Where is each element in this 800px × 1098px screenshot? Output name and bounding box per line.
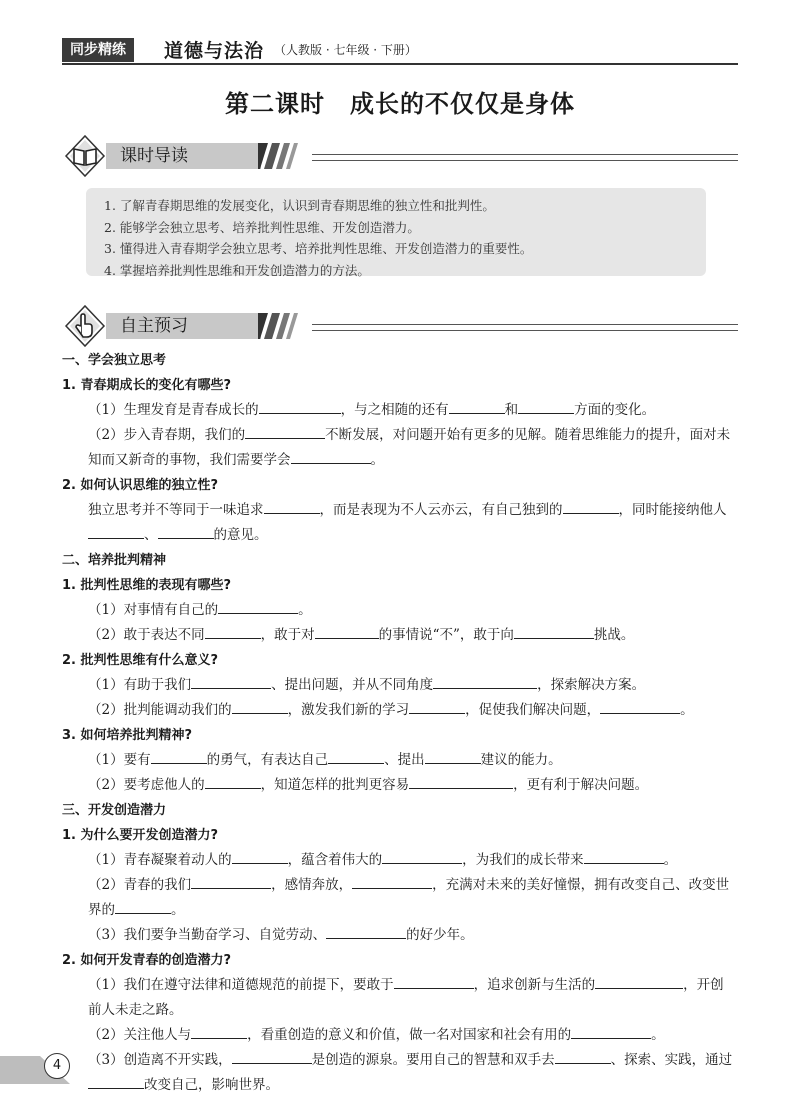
question-line: （1）青春凝聚着动人的 ，蕴含着伟大的 ，为我们的成长带来 。 [62, 848, 742, 873]
fill-blank[interactable] [433, 674, 537, 689]
question-line: 前人未走之路。 [88, 1002, 183, 1018]
page-number: 4 [44, 1053, 70, 1079]
hand-pointer-icon [62, 304, 108, 348]
fill-blank[interactable] [409, 699, 465, 714]
question-line: （2）步入青春期，我们的 不断发展，对问题开始有更多的见解。随着思维能力的提升，面对未 [62, 423, 742, 448]
fill-blank[interactable] [245, 424, 325, 439]
fill-blank[interactable] [600, 699, 680, 714]
header-rule [62, 63, 738, 65]
fill-blank[interactable] [205, 624, 261, 639]
fill-blank[interactable] [584, 849, 664, 864]
fill-blank[interactable] [514, 624, 594, 639]
fill-blank[interactable] [218, 599, 298, 614]
fill-blank[interactable] [191, 1024, 247, 1039]
question-line: （2）青春的我们 ，感情奔放， ，充满对未来的美好憧憬，拥有改变自己、改变世 [62, 873, 742, 898]
fill-blank[interactable] [191, 874, 271, 889]
guide-item: 2. 能够学会独立思考、培养批判性思维、开发创造潜力。 [104, 219, 420, 235]
section-heading: 一、学会独立思考 [62, 353, 167, 368]
fill-blank[interactable] [259, 399, 341, 414]
guide-box [86, 188, 706, 276]
fill-blank[interactable] [158, 524, 214, 539]
guide-label: 课时导读 [106, 143, 261, 169]
question-line: （3）我们要争当勤奋学习、自觉劳动、 的好少年。 [62, 923, 742, 948]
section-heading: 二、培养批判精神 [62, 553, 167, 568]
fill-blank[interactable] [232, 699, 288, 714]
fill-blank[interactable] [328, 749, 384, 764]
fill-blank[interactable] [205, 774, 261, 789]
fill-blank[interactable] [382, 849, 462, 864]
stripes-decoration [258, 313, 304, 339]
fill-blank[interactable] [88, 524, 144, 539]
preview-banner [62, 306, 738, 346]
question-line: （1）要有 的勇气，有表达自己 、提出 建议的能力。 [62, 748, 742, 773]
question-line: （3）创造离不开实践， 是创造的源泉。要用自己的智慧和双手去 、探索、实践，通过 [62, 1048, 742, 1073]
series-badge: 同步精练 [62, 38, 134, 62]
question-heading: 1. 青春期成长的变化有哪些? [62, 378, 232, 393]
question-line: （1）有助于我们 、提出问题，并从不同角度 ，探索解决方案。 [62, 673, 742, 698]
preview-label: 自主预习 [106, 313, 261, 339]
guide-item: 4. 掌握培养批判性思维和开发创造潜力的方法。 [104, 262, 370, 278]
fill-blank[interactable] [232, 1049, 312, 1064]
question-line: （2）批判能调动我们的 ，激发我们新的学习 ，促使我们解决问题， 。 [62, 698, 742, 723]
fill-blank[interactable] [555, 1049, 611, 1064]
fill-blank[interactable] [151, 749, 207, 764]
fill-blank[interactable] [191, 674, 271, 689]
question-line: 、 的意见。 [62, 523, 742, 548]
question-heading: 2. 如何开发青春的创造潜力? [62, 953, 232, 968]
question-line: （2）要考虑他人的 ，知道怎样的批判更容易 ，更有利于解决问题。 [62, 773, 742, 798]
question-line: 独立思考并不等同于一味追求 ，而是表现为不人云亦云，有自己独到的 ，同时能接纳他人 [62, 498, 742, 523]
question-line: 改变自己，影响世界。 [62, 1073, 742, 1098]
question-heading: 1. 批判性思维的表现有哪些? [62, 578, 232, 593]
question-line: （2）关注他人与 ，看重创造的意义和价值，做一名对国家和社会有用的 。 [62, 1023, 742, 1048]
question-line: （2）敢于表达不同 ，敢于对 的事情说“不”，敢于向 挑战。 [62, 623, 742, 648]
fill-blank[interactable] [264, 499, 320, 514]
fill-blank[interactable] [115, 899, 171, 914]
question-heading: 2. 批判性思维有什么意义? [62, 653, 219, 668]
fill-blank[interactable] [88, 1074, 144, 1089]
fill-blank[interactable] [571, 1024, 651, 1039]
guide-banner [62, 136, 738, 176]
fill-blank[interactable] [563, 499, 619, 514]
page-header [62, 34, 738, 64]
question-line: （1）对事情有自己的 。 [62, 598, 742, 623]
fill-blank[interactable] [232, 849, 288, 864]
lesson-title: 第二课时 成长的不仅仅是身体 [225, 90, 575, 118]
question-heading: 3. 如何培养批判精神? [62, 728, 193, 743]
fill-blank[interactable] [595, 974, 683, 989]
book-icon [62, 134, 108, 178]
fill-blank[interactable] [409, 774, 513, 789]
fill-blank[interactable] [315, 624, 379, 639]
question-line: 界的 。 [62, 898, 742, 923]
fill-blank[interactable] [425, 749, 481, 764]
fill-blank[interactable] [326, 924, 406, 939]
stripes-decoration [258, 143, 304, 169]
fill-blank[interactable] [291, 449, 371, 464]
edition-label: （人教版 · 七年级 · 下册） [274, 43, 417, 57]
banner-rule [312, 154, 738, 161]
question-line: （1）我们在遵守法律和道德规范的前提下，要敢于 ，追求创新与生活的 ，开创 [62, 973, 742, 998]
fill-blank[interactable] [394, 974, 474, 989]
subject-title: 道德与法治 [164, 40, 265, 62]
fill-blank[interactable] [449, 399, 505, 414]
guide-item: 1. 了解青春期思维的发展变化，认识到青春期思维的独立性和批判性。 [104, 198, 495, 213]
section-heading: 三、开发创造潜力 [62, 803, 167, 818]
banner-rule [312, 324, 738, 331]
preview-content [62, 348, 742, 1098]
question-heading: 2. 如何认识思维的独立性? [62, 478, 219, 493]
fill-blank[interactable] [352, 874, 432, 889]
question-line: （1）生理发育是青春成长的 ，与之相随的还有 和 方面的变化。 [62, 398, 742, 423]
question-heading: 1. 为什么要开发创造潜力? [62, 828, 219, 843]
question-line: 知而又新奇的事物，我们需要学会 。 [62, 448, 742, 473]
fill-blank[interactable] [518, 399, 574, 414]
guide-item: 3. 懂得进入青春期学会独立思考、培养批判性思维、开发创造潜力的重要性。 [104, 241, 533, 256]
